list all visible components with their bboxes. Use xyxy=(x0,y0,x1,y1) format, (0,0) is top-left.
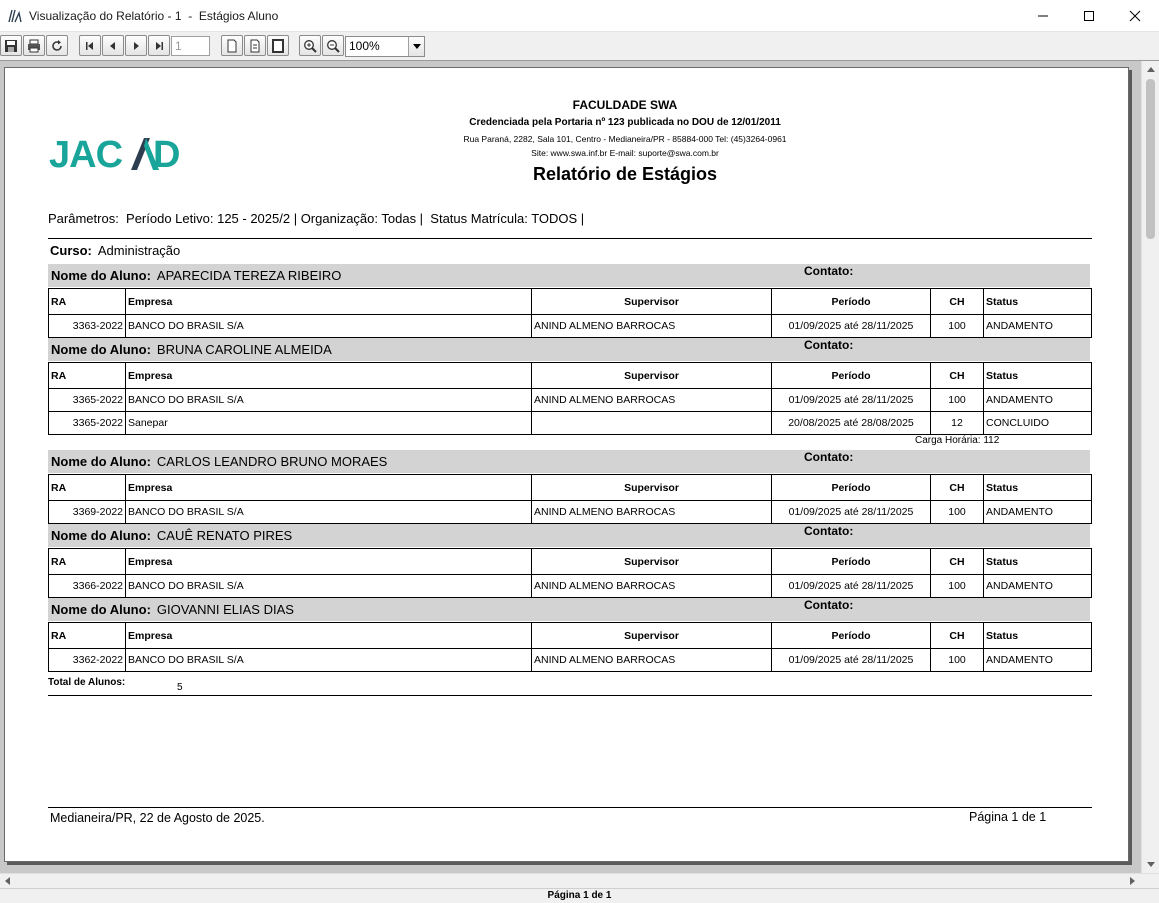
cell-status: ANDAMENTO xyxy=(984,389,1092,412)
page-width-icon xyxy=(248,39,262,53)
col-empresa: Empresa xyxy=(126,475,532,501)
cell-status: CONCLUIDO xyxy=(984,412,1092,435)
svg-text:JAC: JAC xyxy=(49,134,123,176)
student-label: Nome do Aluno: xyxy=(51,342,151,357)
table-row xyxy=(49,315,1092,338)
col-ch: CH xyxy=(931,475,984,501)
student-header xyxy=(48,598,1090,621)
col-empresa: Empresa xyxy=(126,623,532,649)
table-row xyxy=(49,649,1092,672)
col-status: Status xyxy=(984,549,1092,575)
col-status: Status xyxy=(984,475,1092,501)
institution-site: Site: www.swa.inf.br E-mail: suporte@swa.com.br xyxy=(531,148,719,158)
cell-empresa: BANCO DO BRASIL S/A xyxy=(126,315,532,338)
col-ch: CH xyxy=(931,549,984,575)
col-ra: RA xyxy=(49,475,126,501)
col-ch: CH xyxy=(931,363,984,389)
first-page-button[interactable] xyxy=(79,35,101,56)
divider xyxy=(48,238,1092,239)
col-ra: RA xyxy=(49,549,126,575)
col-ra: RA xyxy=(49,363,126,389)
zoom-in-icon xyxy=(303,39,317,53)
print-button[interactable] xyxy=(23,35,45,56)
col-ch: CH xyxy=(931,623,984,649)
curso-label: Curso: xyxy=(50,243,92,258)
student-name: CARLOS LEANDRO BRUNO MORAES xyxy=(156,454,388,469)
status-bar: Página 1 de 1 xyxy=(0,888,1159,903)
page-number-input[interactable] xyxy=(171,36,210,56)
col-periodo: Período xyxy=(772,549,931,575)
student-name-line xyxy=(51,342,332,357)
student-name-line xyxy=(51,268,341,283)
maximize-button[interactable] xyxy=(1066,0,1112,32)
col-ra: RA xyxy=(49,623,126,649)
col-status: Status xyxy=(984,363,1092,389)
vertical-scrollbar[interactable] xyxy=(1141,61,1159,874)
cell-ra: 3362-2022 xyxy=(49,649,126,672)
next-page-button[interactable] xyxy=(125,35,147,56)
cell-empresa: BANCO DO BRASIL S/A xyxy=(126,575,532,598)
student-name: CAUÊ RENATO PIRES xyxy=(156,528,293,543)
scroll-up-icon[interactable] xyxy=(1146,65,1156,75)
table-header-row xyxy=(49,623,1092,649)
student-name-line xyxy=(51,454,387,469)
student-name: GIOVANNI ELIAS DIAS xyxy=(156,602,294,617)
cell-ch: 100 xyxy=(931,575,984,598)
footer-date: Medianeira/PR, 22 de Agosto de 2025. xyxy=(50,811,265,825)
cell-ra: 3365-2022 xyxy=(49,389,126,412)
report-page xyxy=(4,67,1129,862)
student-header xyxy=(48,450,1090,473)
vertical-scroll-thumb[interactable] xyxy=(1146,79,1155,239)
jacad-logo xyxy=(49,132,179,176)
svg-text:D: D xyxy=(153,134,181,176)
cell-status: ANDAMENTO xyxy=(984,501,1092,524)
cell-ch: 100 xyxy=(931,389,984,412)
single-page-icon xyxy=(225,39,239,53)
zoom-out-icon xyxy=(326,39,340,53)
footer-divider xyxy=(48,807,1092,808)
scroll-right-icon[interactable] xyxy=(1127,876,1137,886)
minimize-button[interactable] xyxy=(1020,0,1066,32)
student-label: Nome do Aluno: xyxy=(51,528,151,543)
col-status: Status xyxy=(984,289,1092,315)
internship-table xyxy=(48,288,1092,338)
institution-credential: Credenciada pela Portaria nº 123 publicada no DOU de 12/01/2011 xyxy=(469,117,781,128)
total-label: Total de Alunos: xyxy=(48,677,126,688)
col-periodo: Período xyxy=(772,623,931,649)
print-icon xyxy=(27,39,41,53)
internship-table xyxy=(48,362,1092,435)
col-ch: CH xyxy=(931,289,984,315)
cell-supervisor: ANIND ALMENO BARROCAS xyxy=(532,389,772,412)
zoom-out-button[interactable] xyxy=(322,35,344,56)
cell-ch: 100 xyxy=(931,649,984,672)
col-periodo: Período xyxy=(772,475,931,501)
cell-periodo: 01/09/2025 até 28/11/2025 xyxy=(772,315,931,338)
prev-page-button[interactable] xyxy=(102,35,124,56)
institution-name: FACULDADE SWA xyxy=(572,98,678,112)
scroll-left-icon[interactable] xyxy=(3,876,13,886)
report-title: Relatório de Estágios xyxy=(532,164,718,184)
page-width-button[interactable] xyxy=(244,35,266,56)
cell-status: ANDAMENTO xyxy=(984,315,1092,338)
cell-supervisor: ANIND ALMENO BARROCAS xyxy=(532,649,772,672)
institution-address: Rua Paraná, 2282, Sala 101, Centro - Medianeira/PR - 85884-000 Tel: (45)3264-0961 xyxy=(463,134,787,144)
cell-supervisor: ANIND ALMENO BARROCAS xyxy=(532,315,772,338)
refresh-button[interactable] xyxy=(46,35,68,56)
contact-label: Contato: xyxy=(804,524,854,538)
cell-empresa: BANCO DO BRASIL S/A xyxy=(126,389,532,412)
zoom-select[interactable] xyxy=(345,36,425,57)
cell-periodo: 01/09/2025 até 28/11/2025 xyxy=(772,501,931,524)
curso-value: Administração xyxy=(97,243,181,258)
app-icon xyxy=(8,9,22,23)
logo-text: JACAD xyxy=(49,176,53,177)
table-header-row xyxy=(49,363,1092,389)
student-name-line xyxy=(51,528,292,543)
carga-horaria-total: Carga Horária: 112 xyxy=(915,435,1000,446)
cell-empresa: BANCO DO BRASIL S/A xyxy=(126,649,532,672)
save-icon xyxy=(4,39,18,53)
refresh-icon xyxy=(50,39,64,53)
save-button[interactable] xyxy=(0,35,22,56)
single-page-button[interactable] xyxy=(221,35,243,56)
cell-ra: 3365-2022 xyxy=(49,412,126,435)
col-periodo: Período xyxy=(772,289,931,315)
table-header-row xyxy=(49,289,1092,315)
curso-line xyxy=(50,243,180,258)
cell-empresa: BANCO DO BRASIL S/A xyxy=(126,501,532,524)
zoom-value: 100% xyxy=(349,39,380,53)
first-page-icon xyxy=(83,39,97,53)
whole-page-icon xyxy=(271,39,285,53)
cell-supervisor: ANIND ALMENO BARROCAS xyxy=(532,575,772,598)
table-row xyxy=(49,501,1092,524)
cell-supervisor: ANIND ALMENO BARROCAS xyxy=(532,501,772,524)
last-page-button[interactable] xyxy=(148,35,170,56)
col-empresa: Empresa xyxy=(126,289,532,315)
cell-ra: 3369-2022 xyxy=(49,501,126,524)
table-header-row xyxy=(49,549,1092,575)
cell-ch: 100 xyxy=(931,315,984,338)
maximize-icon xyxy=(1083,10,1095,22)
student-header xyxy=(48,338,1090,361)
chevron-down-icon xyxy=(413,44,421,50)
internship-table xyxy=(48,622,1092,672)
student-name: APARECIDA TEREZA RIBEIRO xyxy=(156,268,342,283)
horizontal-scrollbar[interactable] xyxy=(0,873,1159,888)
contact-label: Contato: xyxy=(804,338,854,352)
title-bar xyxy=(0,0,1159,32)
cell-ch: 12 xyxy=(931,412,984,435)
close-button[interactable] xyxy=(1112,0,1158,32)
student-header xyxy=(48,524,1090,547)
table-row xyxy=(49,575,1092,598)
col-supervisor: Supervisor xyxy=(532,623,772,649)
col-status: Status xyxy=(984,623,1092,649)
col-empresa: Empresa xyxy=(126,363,532,389)
divider xyxy=(48,695,1092,696)
cell-status: ANDAMENTO xyxy=(984,575,1092,598)
zoom-dropdown-button[interactable] xyxy=(408,37,424,56)
report-parameters: Parâmetros: Período Letivo: 125 - 2025/2 | Organização: Todas | Status Matrícula: TODOS | xyxy=(48,211,585,226)
student-label: Nome do Aluno: xyxy=(51,268,151,283)
footer-page-number: Página 1 de 1 xyxy=(969,810,1047,824)
next-page-icon xyxy=(129,39,143,53)
student-header xyxy=(48,264,1090,287)
table-row xyxy=(49,412,1092,435)
cell-periodo: 01/09/2025 até 28/11/2025 xyxy=(772,575,931,598)
report-viewer[interactable] xyxy=(0,60,1159,873)
cell-periodo: 01/09/2025 até 28/11/2025 xyxy=(772,389,931,412)
table-row xyxy=(49,389,1092,412)
last-page-icon xyxy=(152,39,166,53)
col-supervisor: Supervisor xyxy=(532,363,772,389)
col-supervisor: Supervisor xyxy=(532,289,772,315)
internship-table xyxy=(48,474,1092,524)
cell-status: ANDAMENTO xyxy=(984,649,1092,672)
col-supervisor: Supervisor xyxy=(532,549,772,575)
contact-label: Contato: xyxy=(804,450,854,464)
total-value: 5 xyxy=(177,682,183,693)
minimize-icon xyxy=(1037,10,1049,22)
col-supervisor: Supervisor xyxy=(532,475,772,501)
cell-ra: 3366-2022 xyxy=(49,575,126,598)
close-icon xyxy=(1129,10,1141,22)
student-name: BRUNA CAROLINE ALMEIDA xyxy=(156,342,332,357)
contact-label: Contato: xyxy=(804,598,854,612)
internship-table xyxy=(48,548,1092,598)
cell-ra: 3363-2022 xyxy=(49,315,126,338)
zoom-in-button[interactable] xyxy=(299,35,321,56)
prev-page-icon xyxy=(106,39,120,53)
cell-periodo: 01/09/2025 até 28/11/2025 xyxy=(772,649,931,672)
student-label: Nome do Aluno: xyxy=(51,602,151,617)
window-title: Visualização do Relatório - 1 - Estágios Aluno xyxy=(29,9,279,23)
whole-page-button[interactable] xyxy=(267,35,289,56)
toolbar xyxy=(0,33,1159,59)
col-periodo: Período xyxy=(772,363,931,389)
student-name-line xyxy=(51,602,294,617)
student-label: Nome do Aluno: xyxy=(51,454,151,469)
cell-supervisor xyxy=(532,412,772,435)
contact-label: Contato: xyxy=(804,264,854,278)
cell-ch: 100 xyxy=(931,501,984,524)
scroll-down-icon[interactable] xyxy=(1146,859,1156,869)
cell-periodo: 20/08/2025 até 28/08/2025 xyxy=(772,412,931,435)
col-empresa: Empresa xyxy=(126,549,532,575)
table-header-row xyxy=(49,475,1092,501)
col-ra: RA xyxy=(49,289,126,315)
cell-empresa: Sanepar xyxy=(126,412,532,435)
